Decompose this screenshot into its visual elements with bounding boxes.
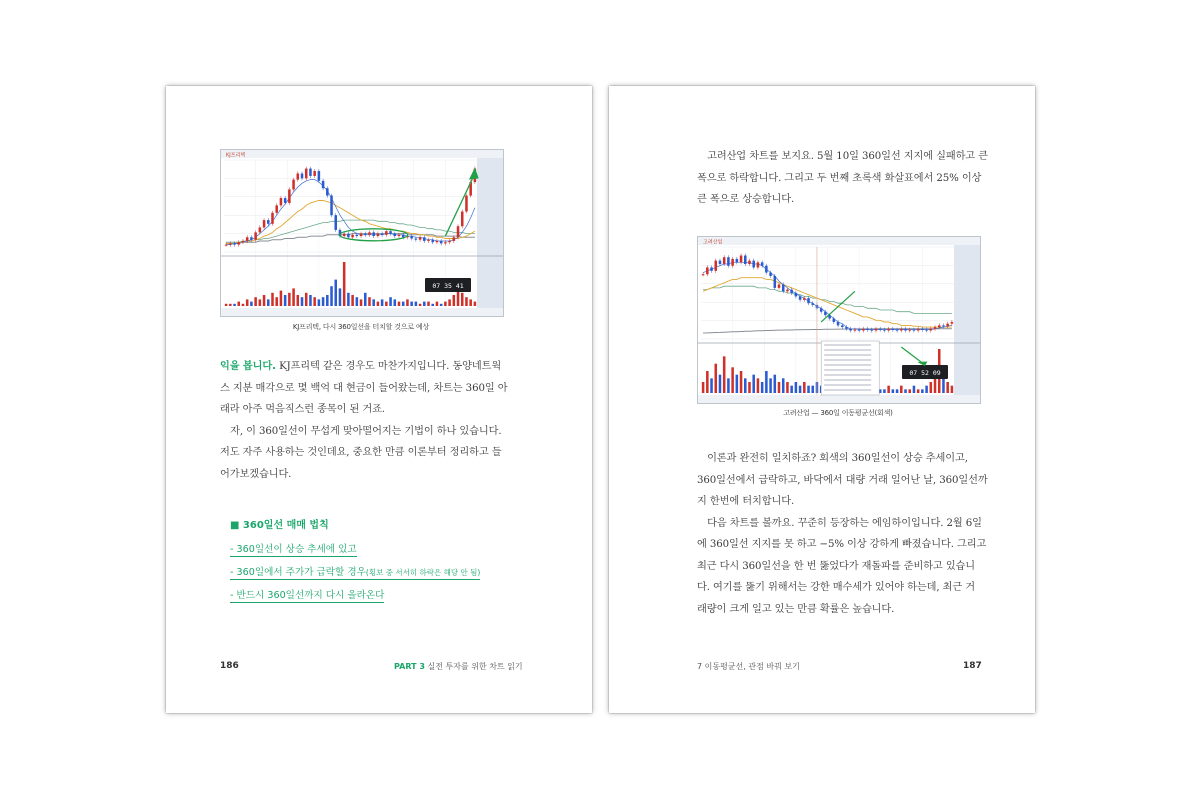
candle [811, 303, 814, 305]
volume-bar [744, 378, 747, 393]
left-paragraph [220, 356, 560, 485]
volume-bar [280, 291, 283, 306]
candle [710, 267, 713, 270]
candle [250, 237, 253, 239]
volume-bar [237, 302, 240, 306]
candle [326, 188, 329, 195]
volume-bar [309, 295, 312, 306]
volume-bar [714, 364, 717, 393]
volume-bar [368, 297, 371, 306]
candle [786, 290, 789, 292]
candle [448, 241, 451, 242]
rule-3: - 반드시 360일선까지 다시 올라온다 [230, 590, 385, 601]
candle [322, 181, 325, 188]
candle [436, 241, 439, 242]
price-scale-bg [477, 150, 503, 316]
volume-bar [301, 297, 304, 306]
goryeo-chart [697, 236, 981, 404]
volume-bar [372, 299, 375, 306]
right-body-line-6: 최근 다시 360일선을 한 번 뚫었다가 재돌파를 준비하고 있습니 [697, 560, 976, 572]
candle [267, 220, 270, 224]
volume-bar [702, 382, 705, 393]
volume-bar [385, 302, 388, 306]
candle [318, 171, 321, 181]
right-intro [697, 146, 1027, 211]
right-body [697, 448, 1027, 620]
candle [803, 298, 806, 300]
volume-bar [799, 386, 802, 393]
volume-bar [921, 389, 924, 393]
right-body-line-4: 다음 차트를 볼까요. 꾸준히 등장하는 에임하이입니다. 2월 6일 [697, 517, 982, 529]
rules-title: ■ 360일선 매매 법칙 [230, 520, 329, 531]
candle [254, 232, 257, 239]
candle [385, 231, 388, 235]
candle [284, 198, 287, 203]
left-page-number: 186 [220, 661, 239, 671]
right-running-head: 7 이동평균선, 관점 바꿔 보기 [697, 662, 800, 671]
candle [275, 205, 278, 212]
left-line-6: 어가보겠습니다. [220, 468, 292, 480]
candle [862, 329, 865, 331]
volume-bar [883, 389, 886, 393]
volume-bar [900, 386, 903, 393]
volume-bar [892, 389, 895, 393]
volume-bar [930, 382, 933, 393]
candle [242, 241, 245, 242]
candle [879, 329, 882, 330]
volume-bar [254, 297, 257, 306]
volume-bar [229, 304, 232, 306]
candle [309, 169, 312, 176]
volume-bar [360, 299, 363, 306]
volume-bar [803, 382, 806, 393]
volume-bar [288, 293, 291, 306]
candle [360, 234, 363, 236]
candle [942, 325, 945, 326]
candle [833, 319, 836, 322]
rules-box [230, 516, 480, 610]
candle [925, 330, 928, 331]
volume-bar [330, 286, 333, 306]
volume-bar [440, 304, 443, 306]
candle [892, 329, 895, 330]
candle [913, 330, 916, 331]
candle [727, 257, 730, 266]
candle [824, 312, 827, 315]
volume-bar [419, 304, 422, 306]
candle [465, 196, 468, 212]
candle [415, 239, 418, 240]
candle [389, 231, 392, 233]
volume-bar [917, 389, 920, 393]
candle [364, 234, 367, 235]
candle [900, 329, 903, 331]
candle [313, 171, 316, 176]
candle [334, 215, 337, 230]
candle [866, 329, 869, 330]
candle [453, 237, 456, 241]
candle [246, 237, 249, 241]
volume-bar [292, 288, 295, 306]
candle [782, 284, 785, 291]
candle [288, 189, 291, 202]
candle [368, 232, 371, 234]
candle [774, 276, 777, 288]
volume-bar [297, 295, 300, 306]
candle [795, 293, 798, 296]
date-axis-bg [698, 395, 980, 403]
volume-bar [896, 389, 899, 393]
candle [457, 226, 460, 237]
candle [875, 329, 878, 331]
volume-bar [250, 302, 253, 306]
volume-bar [305, 293, 308, 306]
volume-bar [946, 382, 949, 393]
volume-bar [736, 375, 739, 393]
candle [351, 235, 354, 237]
kj-chart-svg [221, 150, 503, 316]
volume-bar [465, 297, 468, 306]
candle [736, 259, 739, 262]
volume-bar [706, 371, 709, 393]
candle [301, 173, 304, 178]
candle [744, 256, 747, 265]
volume-bar [908, 389, 911, 393]
left-line-4: 자, 이 360일선이 무섭게 맞아떨어지는 기법이 하나 있습니다. [220, 425, 502, 437]
volume-bar [246, 299, 249, 306]
candle [858, 330, 861, 331]
candle [790, 290, 793, 293]
candle [871, 330, 874, 331]
goryeo-chart-caption: 고려산업 — 360일 이동평균선(회색) [783, 409, 893, 417]
volume-bar [233, 304, 236, 306]
volume-bar [259, 299, 262, 306]
volume-bar [410, 302, 413, 306]
chart-stock-name: 고려산업 [703, 239, 723, 246]
left-line-5: 저도 자주 사용하는 것인데요, 중요한 만큼 이론부터 정리하고 들 [220, 447, 502, 458]
volume-bar [415, 302, 418, 306]
candle [951, 322, 954, 324]
candle [427, 240, 430, 241]
part-label: PART 3 [394, 662, 425, 671]
volume-bar [942, 378, 945, 393]
kj-chart [220, 149, 504, 317]
candle [347, 234, 350, 238]
right-body-line-5: 에 360일선 지지를 못 하고 −5% 이상 강하게 빠졌습니다. 그리고 [697, 539, 987, 550]
volume-bar [807, 386, 810, 393]
part-title: 실전 투자를 위한 차트 읽기 [424, 662, 523, 671]
volume-bar [790, 386, 793, 393]
candle [271, 213, 274, 224]
volume-bar [774, 375, 777, 393]
candle [394, 234, 397, 236]
candle [263, 220, 266, 227]
volume-bar [263, 295, 266, 306]
candle [769, 273, 772, 276]
volume-bar [740, 371, 743, 393]
volume-bar [444, 302, 447, 306]
volume-bar [761, 382, 764, 393]
chart-header-bar [698, 237, 980, 245]
candle [381, 234, 384, 235]
volume-bar [453, 295, 456, 306]
right-body-line-1: 이론과 완전히 일치하죠? 회색의 360일선이 상승 추세이고, [697, 453, 968, 464]
candle [761, 262, 764, 265]
candle [444, 242, 447, 243]
candle [343, 234, 346, 236]
candle [896, 330, 899, 331]
candle [233, 243, 236, 244]
candle [280, 198, 283, 205]
candle [714, 261, 717, 271]
volume-bar [351, 295, 354, 306]
volume-bar [731, 367, 734, 393]
volume-bar [752, 375, 755, 393]
chart-stock-name: KJ프리텍 [226, 152, 246, 159]
right-body-line-2: 360일선에서 급락하고, 바닥에서 대량 거래 일어난 날, 360일선까 [697, 474, 988, 486]
candle [938, 325, 941, 327]
volume-bar [887, 386, 890, 393]
volume-bar [343, 262, 346, 306]
kj-chart-caption: KJ프리텍, 다시 360일선을 터치할 것으로 예상 [292, 323, 430, 331]
candle [297, 173, 300, 179]
volume-bar [778, 382, 781, 393]
volume-bar [389, 297, 392, 306]
volume-bar [795, 382, 798, 393]
volume-bar [313, 297, 316, 306]
volume-bar [461, 293, 464, 306]
candle [930, 329, 933, 331]
rule-1: - 360일선이 상승 추세에 있고 [230, 544, 357, 555]
volume-bar [377, 302, 380, 306]
candle [807, 298, 810, 303]
left-line-2: 스 지분 매각으로 몇 백억 대 현금이 들어왔는데, 차트는 360일 아 [220, 382, 508, 394]
candle [883, 330, 886, 331]
right-body-line-8: 래량이 크게 일고 있는 만큼 확률은 높습니다. [697, 603, 895, 615]
left-line-3: 래라 아주 먹음직스런 종목이 된 거죠. [220, 404, 385, 415]
goryeo-chart-svg [698, 237, 980, 403]
right-page [609, 86, 1035, 713]
volume-bar [719, 375, 722, 393]
candle [702, 274, 705, 275]
volume-bar [275, 297, 278, 306]
candle [305, 169, 308, 179]
volume-bar [394, 299, 397, 306]
candle [765, 266, 768, 273]
volume-bar [326, 295, 329, 306]
volume-bar [318, 299, 321, 306]
candle [706, 267, 709, 274]
candle [740, 256, 743, 263]
chart-header-bar [221, 150, 503, 158]
left-page [166, 86, 592, 713]
candle [225, 245, 228, 246]
right-body-line-3: 지 한번에 터치합니다. [697, 496, 795, 507]
candle [887, 329, 890, 331]
volume-bar [765, 371, 768, 393]
left-page-number-wrap [220, 661, 239, 671]
candle [377, 234, 380, 236]
date-axis-bg [221, 308, 503, 316]
volume-bar [398, 302, 401, 306]
candle [921, 329, 924, 330]
candle [419, 237, 422, 239]
volume-bar [913, 386, 916, 393]
volume-bar [347, 293, 350, 306]
candle [461, 212, 464, 227]
candle [292, 180, 295, 190]
volume-bar [381, 299, 384, 306]
volume-bar [436, 302, 439, 306]
candle [934, 327, 937, 329]
candle [723, 257, 726, 264]
candle [757, 262, 760, 267]
candle [849, 329, 852, 331]
volume-bar [769, 378, 772, 393]
price-scale-bg [954, 237, 980, 403]
volume-bar [322, 297, 325, 306]
candle [398, 235, 401, 236]
volume-bar [356, 297, 359, 306]
candle [778, 284, 781, 287]
volume-bar [423, 302, 426, 306]
candle [229, 243, 232, 244]
left-accent-text: 익을 봅니다. [220, 361, 276, 372]
right-page-number: 187 [963, 661, 982, 671]
right-intro-line-1: 고려산업 차트를 보지요. 5월 10일 360일선 지지에 실패하고 큰 [697, 151, 988, 162]
volume-bar [786, 382, 789, 393]
time-readout: 07 35 41 [432, 282, 464, 290]
candle [410, 236, 413, 238]
candle [837, 322, 840, 325]
left-line-1: 익을 봅니다. KJ프리텍 같은 경우도 마찬가지입니다. 동양네트웍 [220, 361, 502, 372]
volume-bar [904, 389, 907, 393]
candle [431, 240, 434, 242]
candle [748, 261, 751, 264]
candle [731, 259, 734, 266]
right-page-number-wrap [963, 661, 982, 671]
candle [854, 330, 857, 331]
candle [719, 261, 722, 264]
candle [917, 329, 920, 331]
volume-bar [710, 378, 713, 393]
right-intro-line-2: 폭으로 하락합니다. 그리고 두 번째 초록색 화살표에서 25% 이상 [697, 172, 982, 184]
volume-bar [339, 288, 342, 306]
candle [356, 235, 359, 236]
candle [752, 261, 755, 268]
volume-bar [474, 302, 477, 306]
volume-bar [334, 280, 337, 306]
volume-bar [364, 293, 367, 306]
volume-bar [431, 304, 434, 306]
volume-bar [448, 299, 451, 306]
candle [259, 227, 262, 232]
candle [330, 196, 333, 216]
left-running-head [394, 661, 523, 672]
candle [440, 241, 443, 243]
volume-bar [723, 356, 726, 393]
candle [908, 330, 911, 331]
volume-bar [757, 378, 760, 393]
volume-bar [271, 293, 274, 306]
volume-bar [284, 295, 287, 306]
volume-bar [402, 302, 405, 306]
candle [845, 327, 848, 329]
volume-bar [225, 304, 228, 306]
candle [820, 308, 823, 311]
volume-bar [951, 386, 954, 393]
volume-bar [469, 299, 472, 306]
candle [237, 242, 240, 244]
volume-bar [242, 304, 245, 306]
volume-bar [427, 302, 430, 306]
volume-bar [406, 299, 409, 306]
candle [372, 232, 375, 236]
candle [841, 325, 844, 327]
candle [423, 237, 426, 241]
volume-bar [748, 382, 751, 393]
volume-bar [925, 386, 928, 393]
time-readout: 07 52 09 [909, 369, 941, 377]
volume-bar [811, 386, 814, 393]
right-intro-line-3: 큰 폭으로 상승합니다. [697, 194, 795, 205]
volume-bar [267, 299, 270, 306]
data-window [821, 341, 879, 395]
candle [799, 296, 802, 299]
right-body-line-7: 다. 여기를 뚫기 위해서는 강한 매수세가 있어야 하는데, 최근 거 [697, 582, 976, 593]
candle [904, 329, 907, 331]
candle [946, 324, 949, 327]
volume-bar [727, 378, 730, 393]
volume-bar [782, 378, 785, 393]
rule-2: - 360일에서 주가가 급락할 경우(횡보 중 서서히 하락은 해당 안 됨) [230, 567, 481, 578]
